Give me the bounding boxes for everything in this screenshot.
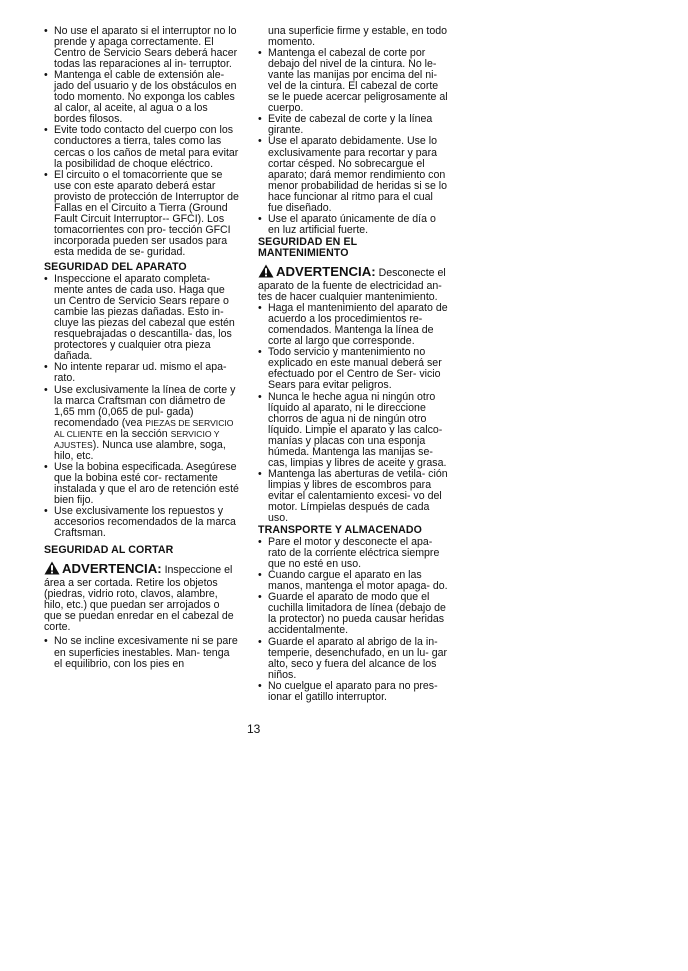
linea-text-after: ). Nunca use alambre, soga, hilo, etc. — [54, 438, 226, 462]
page-number: 13 — [247, 722, 261, 736]
warning-triangle-icon — [258, 264, 274, 281]
list-item: • Guarde el aparato de modo que el cuchilla limitadora de línea (debajo de la protector) no pueda causar heridas accidentalmente. — [258, 592, 448, 636]
list-item: • No use el aparato si el interruptor no lo prende y apaga correctamente. El Centro de Servicio Sears deberá hacer todas las reparaciones al in- terruptor. — [44, 26, 239, 70]
linea-text-before: Use exclusivamente la línea de corte y la marca Craftsman con diámetro de 1,65 mm (0,065 de pul- gada) recomendado (vea — [54, 383, 236, 429]
cortar-bullet-list-continued — [258, 48, 448, 236]
cortar-bullet-list — [44, 636, 239, 669]
transporte-bullet-list — [258, 537, 448, 703]
linea-text-middle: en la sección — [102, 427, 171, 440]
list-item — [44, 385, 239, 462]
mantenimiento-warning — [258, 264, 448, 303]
list-item: • No cuelgue el aparato para no pres- ionar el gatillo interruptor. — [258, 681, 448, 703]
service-parts-ref: PIEZAS DE SERVICIO AL CLIENTE — [54, 417, 234, 439]
list-item: • Guarde el aparato al abrigo de la in- temperie, desenchufado, en un lu- gar alto, seco y fuera del alcance de los niños. — [258, 637, 448, 681]
warning-title: ADVERTENCIA: — [276, 263, 376, 279]
mantenimiento-heading: SEGURIDAD EN EL MANTENIMIENTO — [258, 235, 358, 259]
list-item: • Evite todo contacto del cuerpo con los conductores a tierra, tales como las cercas o los caños de metal para evitar la posibilidad de choque eléctrico. — [44, 125, 239, 169]
list-item: • Mantenga el cable de extensión ale- jado del usuario y de los obstáculos en todo momento. No exponga los cables al calor, al aceite, al agua o a los bordes filosos. — [44, 70, 239, 125]
right-column — [258, 26, 448, 703]
list-item: • Use el aparato únicamente de día o en luz artificial fuerte. — [258, 214, 448, 236]
list-item: • No intente reparar ud. mismo el apa- rato. — [44, 362, 239, 384]
intro-bullet-list — [44, 26, 239, 258]
cortar-warning — [44, 561, 239, 633]
list-item: • Mantenga las aberturas de vetila- ción limpias y libres de escombros para evitar el calentamiento excesi- vo del motor. Límpielas después de cada uso. — [258, 469, 448, 524]
left-column — [44, 26, 239, 670]
list-item: • Nunca le heche agua ni ningún otro líquido al aparato, ni le direccione chorros de agua ni de ningún otro líquido. Limpie el aparato y las calco- manías y placas con una esponja húmeda. Mantenga las manijas se- cas, limpias y libres de aceite y grasa. — [258, 392, 448, 469]
list-item: • Evite de cabezal de corte y la línea girante. — [258, 114, 448, 136]
list-item: • El circuito o el tomacorriente que se use con este aparato deberá estar provisto de protección de Interruptor de Fallas en el Circuito a Tierra (Ground Fault Circuit Interruptor-- GFCI). Los tomacorrientes con pro- tección GFCI incorporada pueden ser usados para esta medida de se- guridad. — [44, 170, 239, 258]
list-item: • Haga el mantenimiento del aparato de acuerdo a los procedimientos re- comendados. Mantenga la línea de corte al largo que corresponde. — [258, 303, 448, 347]
aparato-bullet-list — [44, 274, 239, 539]
warning-title: ADVERTENCIA: — [62, 561, 162, 577]
transporte-heading: TRANSPORTE Y ALMACENADO — [258, 524, 422, 537]
list-item: • Mantenga el cabezal de corte por debajo del nivel de la cintura. No le- vante las manijas por encima del ni- vel de la cintura. El cabezal de corte se le puede acercar peligrosamente al cuerpo. — [258, 48, 448, 114]
aparato-heading: SEGURIDAD DEL APARATO — [44, 260, 187, 273]
list-item: • Use la bobina especificada. Asegúrese que la bobina esté cor- rectamente instalada y que el aro de retención esté bien fijo. — [44, 462, 239, 506]
list-item: • Cuando cargue el aparato en las manos, mantenga el motor apaga- do. — [258, 570, 448, 592]
list-item: • Inspeccione el aparato completa- mente antes de cada uso. Haga que un Centro de Servicio Sears repare o cambie las piezas dañadas. Esto in- cluye las piezas del cabezal que estén resquebrajadas o descantilla- das, los protectores y cualquier otra pieza dañada. — [44, 274, 239, 362]
list-item: • Use exclusivamente los repuestos y accesorios recomendados de la marca Craftsman. — [44, 506, 239, 539]
service-section-ref: SERVICIO Y AJUSTES — [54, 428, 220, 450]
mantenimiento-bullet-list — [258, 303, 448, 524]
list-item: • No se incline excesivamente ni se pare en superficies inestables. Man- tenga el equilibrio, con los pies en — [44, 636, 239, 669]
list-item: • Use el aparato debidamente. Use lo exclusivamente para recortar y para cortar césped. No sobrecargue el aparato; dará memor rendimiento con menor probabilidad de heridas si se lo hace funcionar al ritmo para el cual fue diseñado. — [258, 136, 448, 213]
cortar-heading: SEGURIDAD AL CORTAR — [44, 544, 174, 557]
list-item: • Pare el motor y desconecte el apa- rato de la corriente eléctrica siempre que no esté en uso. — [258, 537, 448, 570]
warning-text: Inspeccione el área a ser cortada. Retire los objetos (piedras, vidrio roto, clavos, alambre, hilo, etc.) que puedan ser arrojados o que se puedan enredar en el cabezal de corte. — [44, 564, 234, 634]
warning-text: Desconecte el aparato de la fuente de electricidad an- tes de hacer cualquier mantenimiento. — [258, 266, 446, 304]
list-item: • Todo servicio y mantenimiento no explicado en este manual deberá ser efectuado por el Centro de Ser- vicio Sears para evitar peligros. — [258, 347, 448, 391]
cortar-continuation: una superficie firme y estable, en todo momento. — [268, 25, 448, 49]
warning-triangle-icon — [44, 561, 60, 578]
